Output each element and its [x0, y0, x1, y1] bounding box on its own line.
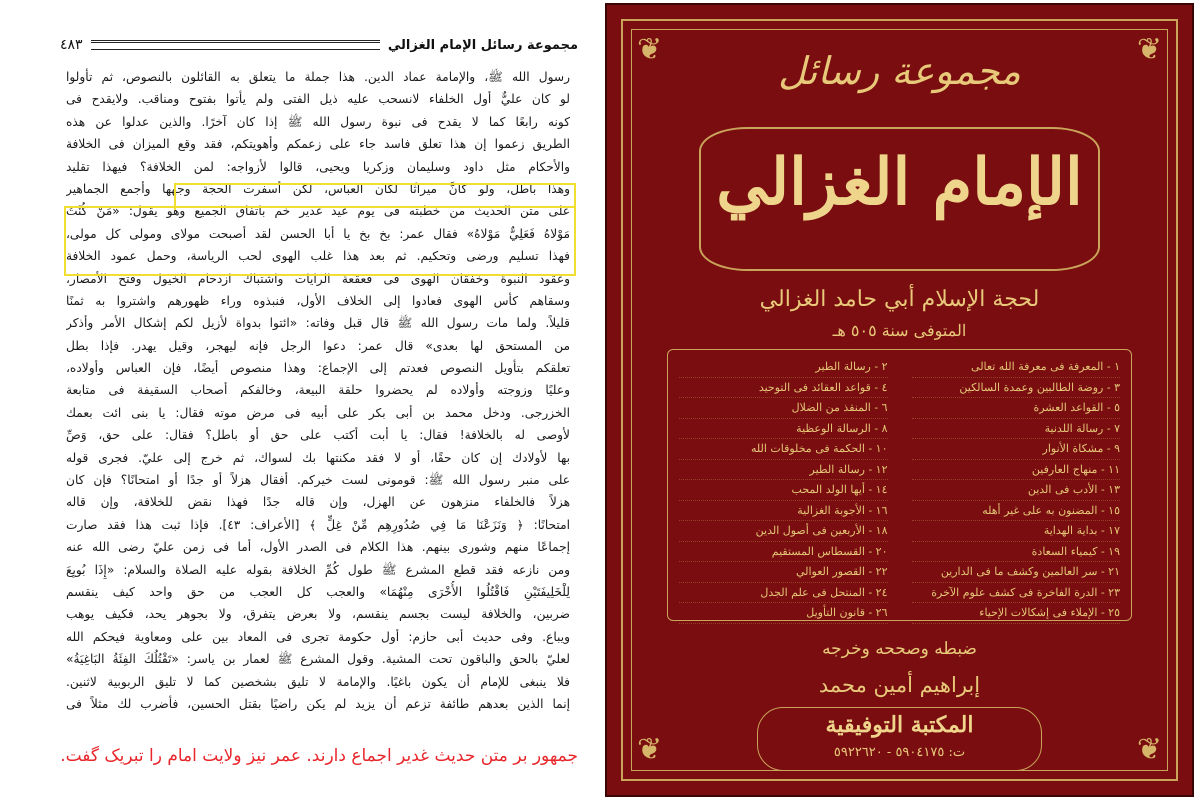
book-cover	[605, 3, 1194, 797]
running-head	[60, 34, 578, 56]
contents-item: ٢٦ - قانون التأويل	[679, 603, 888, 624]
contents-item: ٩ - مشكاة الأنوار	[912, 439, 1121, 460]
contents-item: ٤ - قواعد العقائد فى التوحيد	[679, 378, 888, 399]
contents-item: ١١ - منهاج العارفين	[912, 460, 1121, 481]
contents-item: ٣ - روضة الطالبين وعمدة السالكين	[912, 378, 1121, 399]
text-line: على منبر رسول الله ﷺ: قومونى لست خيركم. أفقال هزلاً أو جدًا أو امتحانًا؟ فإن كان	[66, 473, 570, 488]
text-line: لو كان عليٌّ أول الخلفاء لانسحب عليه ذيل الفتى ولم يأتوا بفتوح ومناقب. ولايقدح فى	[66, 92, 570, 107]
contents-item: ١٤ - أيها الولد المحب	[679, 480, 888, 501]
cover-author: لحجة الإسلام أبي حامد الغزالي	[759, 287, 1040, 312]
text-line: قليلاً. ولما مات رسول الله ﷺ قال قبل وفاته: «ائتوا بدواة لأزيل لكم إشكال الأمر وأذكر	[66, 316, 570, 331]
contents-item: ١٦ - الأجوبة الغزالية	[679, 501, 888, 522]
running-title: مجموعة رسائل الإمام الغزالي	[387, 37, 578, 53]
cover-publisher: المكتبة التوفيقية	[825, 712, 974, 738]
cover-main-title: الإمام الغزالي	[716, 145, 1083, 220]
contents-item: ٧ - رسالة اللدنية	[912, 419, 1121, 440]
text-line: فلا ينبغى للإمام أن يكون باغيًا. والإمامة لا تليق بشخصين كما لا تليق الربوبية لاثنين.	[66, 674, 570, 689]
text-line: إنما الذين بعدهم طائفة تزعم أن يزيد لم يكن راضيًا بقتل الحسين، فأضرب لك مثلاً فى	[66, 696, 570, 711]
contents-list	[679, 357, 1120, 624]
corner-ornament-icon: ❦	[637, 32, 663, 67]
cover-editor: إبراهيم أمين محمد	[818, 673, 981, 697]
contents-item: ٢٣ - الدرة الفاخرة فى كشف علوم الآخرة	[912, 583, 1121, 604]
contents-item: ١٥ - المضنون به على غير أهله	[912, 501, 1121, 522]
body-text	[66, 66, 570, 715]
contents-item: ٨ - الرسالة الوعظية	[679, 419, 888, 440]
contents-item: ٢٠ - القسطاس المستقيم	[679, 542, 888, 563]
text-line: بها لأولادك إن كان حقًا، أو لا فقد مكنتها بك لسواك، ثم خرج إلى عليّ. فجرى قوله	[66, 450, 570, 465]
cover-series-title: مجموعة رسائل	[778, 49, 1021, 93]
text-line: وسقاهم كأس الهوى فعادوا إلى الخلاف الأول، فنبذوه وراء ظهورهم واشتروا به ثمنًا	[66, 293, 570, 308]
caption: جمهور بر متن حدیث غدیر اجماع دارند. عمر نیز ولایت امام را تبریک گفت.	[60, 746, 578, 766]
text-line: إجماعًا منهم وشورى بينهم. هذا الكلام فى الصدر الأول، أما فى زمن عليّ رضى الله عنه	[66, 540, 570, 555]
text-line: هزلاً فالخلفاء منزهون عن الهزل، وإن قاله جدًا فهذا نقض للخلافة، وإن قاله	[66, 495, 570, 510]
text-line: لِلْخَلِيفَتَيْنِ فَاقْتُلُوا الأُخْرَى مِنْهُمَا» والعجب كل العجب من حق واحد كيف ينقسم	[66, 584, 570, 599]
text-line: ومن نازعه فقد قطع المشرع ﷺ طول كُمِّ الخلافة بقوله عليه الصلاة والسلام: «إِذَا بُويِعَ	[66, 562, 570, 577]
text-line: لأوصى له بالخلافة! فقال: يا أبت أكتب على حق أو باطل؟ فقال: على حق، وَصِّ	[66, 428, 570, 443]
text-line: لعليّ بالحق والباقون تحت المشية. وقول المشرع ﷺ لعمار بن ياسر: «تَقْتُلُكَ الفِئَةُ البَاغِيَةُ»	[66, 652, 570, 667]
page-number: ٤٨٣	[60, 37, 83, 53]
cover-phone: ت: ٥٩٠٤١٧٥ - ٥٩٢٢٦٢٠	[833, 745, 966, 760]
contents-item: ١٩ - كيمياء السعادة	[912, 542, 1121, 563]
corner-ornament-icon: ❦	[1136, 732, 1162, 767]
text-line: تعلقكم بتأويل النصوص فعدتم إلى الإجماع: وهذا منصوص أيضًا، فإن العباس وأولاده،	[66, 361, 570, 376]
contents-item: ١٧ - بداية الهداية	[912, 521, 1121, 542]
text-line: وعقود النبوة وخفقان الهوى فى قعقعة الرايات واشتباك ازدحام الخيول وفتح الأمصار،	[66, 271, 570, 286]
contents-item: ٥ - القواعد العشرة	[912, 398, 1121, 419]
contents-item: ٢٤ - المنتحل فى علم الجدل	[679, 583, 888, 604]
cover-editor-label: ضبطه وصححه وخرجه	[822, 639, 977, 659]
contents-item: ٢١ - سر العالمين وكشف ما فى الدارين	[912, 562, 1121, 583]
text-line: كونه رابعًا كما لا يقدح فى نبوة رسول الله ﷺ إذا كان آخرًا. والذين عدلوا عن هذه	[66, 114, 570, 129]
highlight-box	[64, 206, 576, 276]
text-line: من المستحق لها بعدى» قال عمر: دعوا الرجل فإنه ليهجر، وقيل يهدر. فإذا بطل	[66, 338, 570, 353]
text-line: والأحكام مثل داود وسليمان وزكريا ويحيى، قالوا لأزواجه: لمن الخلافة؟ فيهذا تقليد	[66, 159, 570, 174]
text-line: وهذا باطل، ولو كانَّ ميراثًا لكان العباس، لكن أسفرت الحجة وجهها وأجمع الجماهير	[66, 181, 570, 196]
text-line: على متن الحديث من خطبته فى يوم عيد غدير خم باتفاق الجميع وهو يقول: «مَنْ كُنْتُ	[66, 204, 570, 219]
contents-item: ١٢ - رسالة الطير	[679, 460, 888, 481]
contents-item: ٢٢ - القصور العوالي	[679, 562, 888, 583]
corner-ornament-icon: ❦	[1136, 32, 1162, 67]
text-line: وعليًا وزوجته وأولاده لم يحضروا حلقة البيعة، وخالفكم أصحاب السقيفة فى متابعة	[66, 383, 570, 398]
contents-item: ٢ - رسالة الطير	[679, 357, 888, 378]
contents-item: ٢٥ - الإملاء فى إشكالات الإحياء	[912, 603, 1121, 624]
text-line: ويباع. وفى حديث أبى حازم: أول حكومة تجرى فى المعاد بين على ومعاوية فيحكم الله	[66, 629, 570, 644]
text-line: مَوْلاهُ فَعَلِيٌّ مَوْلاهُ» فقال عمر: بخ بخ يا أبا الحسن لقد أصبحت مولاى ومولى كل مولى،	[66, 226, 570, 241]
contents-item: ١ - المعرفة فى معرفة الله تعالى	[912, 357, 1121, 378]
cover-death-year: المتوفى سنة ٥٠٥ هـ	[832, 321, 967, 340]
contents-item: ١٣ - الأدب فى الدين	[912, 480, 1121, 501]
text-line: الخزرجى. ودخل محمد بن أبى بكر على أبيه فى مرض موته فقال: يا بنى ائت بعمك	[66, 405, 570, 420]
text-line: ضربين، والخلافة ليست بجسم ينقسم، ولا بعرض يتفرق، ولا بجوهر يحد، فكيف يوهب	[66, 607, 570, 622]
contents-item: ١٠ - الحكمة فى مخلوقات الله	[679, 439, 888, 460]
text-line: امتحانًا: ﴿ وَنَزَعْنَا مَا فِي صُدُورِهِم مِّنْ غِلٍّ ﴾ [الأعراف: ٤٣]. فإذا ثبت هذا فقد صارت	[66, 517, 570, 532]
contents-item: ٦ - المنقذ من الضلال	[679, 398, 888, 419]
text-line: فهذا تسليم ورضى وتحكيم. ثم بعد هذا غلب الهوى لحب الرياسة، وحمل عمود الخلافة	[66, 249, 570, 264]
contents-item: ١٨ - الأربعين فى أصول الدين	[679, 521, 888, 542]
header-rule	[91, 40, 380, 50]
text-line: الطريق زعموا إن هذا تعلق فاسد جاء على زعمكم وأهويتكم، فقد وقع الميزان فى الخلافة	[66, 137, 570, 152]
text-line: رسول الله ﷺ، والإمامة عماد الدين. هذا جملة ما يتعلق به القائلون بالنصوص، ثم تأولوا	[66, 70, 570, 84]
corner-ornament-icon: ❦	[637, 732, 663, 767]
